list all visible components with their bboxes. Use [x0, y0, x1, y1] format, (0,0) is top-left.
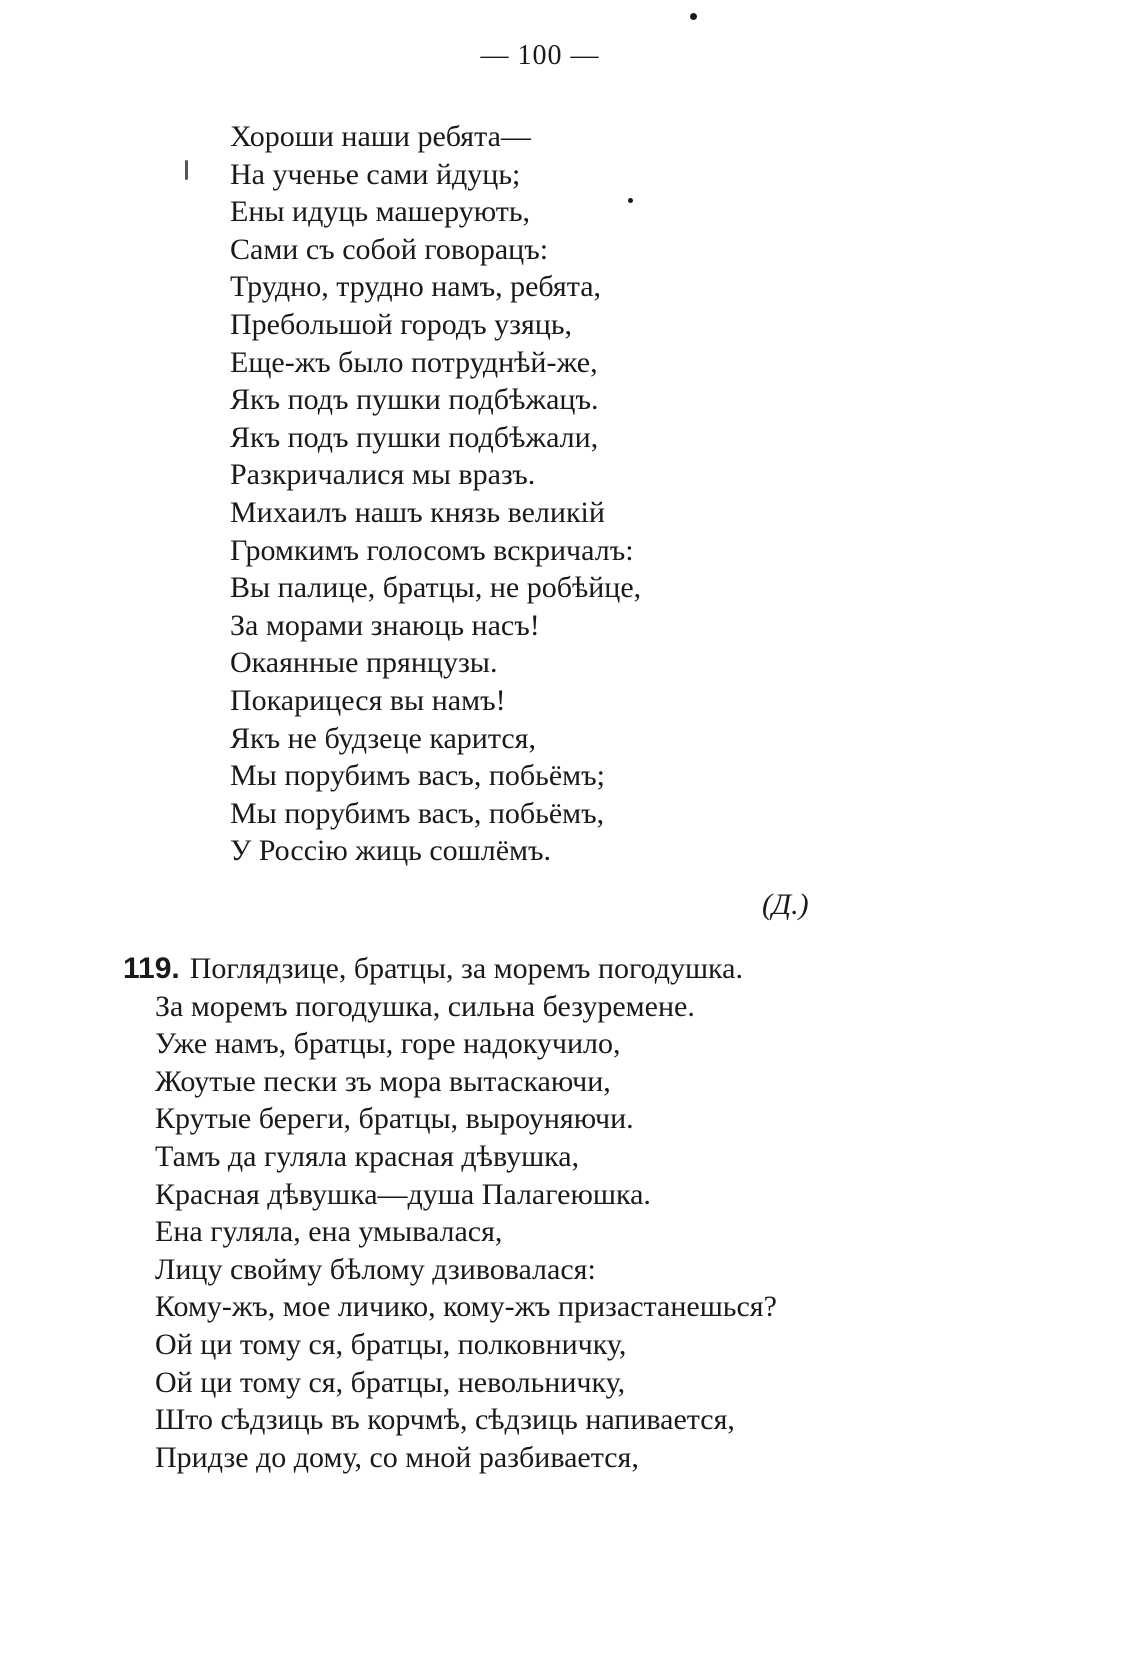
poem-line: Ой ци тому ся, братцы, невольничку,: [155, 1365, 626, 1399]
poem-line: Пребольшой городъ узяць,: [230, 307, 573, 341]
poem-line: Ены идуць машерують,: [230, 195, 531, 229]
poem-line: Михаилъ нашъ князь великiй: [230, 495, 605, 529]
poem-line: Жоутые пески зъ мора вытаскаючи,: [155, 1064, 611, 1098]
poem-line: Якъ не будзеце карится,: [230, 721, 536, 755]
poem-line: Уже намъ, братцы, горе надокучило,: [155, 1027, 621, 1061]
poem-line: Крутые береги, братцы, выроуняючи.: [155, 1102, 634, 1136]
poem-line: На ученье сами йдуць;: [230, 157, 521, 191]
poem-line: Што сѣдзиць въ корчмѣ, сѣдзиць напивается,: [155, 1403, 735, 1437]
poem-line: Покарицеся вы намъ!: [230, 683, 506, 717]
poem-line: Тамъ да гуляла красная дѣвушка,: [155, 1139, 580, 1173]
poem-line: Окаянные прянцузы.: [230, 646, 498, 680]
poem-line: Якъ подъ пушки подбѣжали,: [230, 420, 599, 454]
ink-speck: [690, 13, 697, 20]
poem-line: Ой ци тому ся, братцы, полковничку,: [155, 1327, 627, 1361]
poem-line: Якъ подъ пушки подбѣжацъ.: [230, 383, 599, 417]
page-number: — 100 —: [480, 40, 600, 71]
poem-line: У Россiю жиць сошлёмъ.: [230, 834, 552, 868]
poem-line: Разкричалися мы вразъ.: [230, 458, 536, 492]
poem-line: За морами знаюць насъ!: [230, 608, 540, 642]
poem-line: Ена гуляла, ена умывалася,: [155, 1215, 503, 1249]
poem-line: Громкимъ голосомъ вскричалъ:: [230, 533, 634, 567]
poem-line: Вы палице, братцы, не робѣйце,: [230, 571, 642, 605]
poem-line: Еще-жъ было потруднѣй-же,: [230, 345, 598, 379]
attribution: (Д.): [762, 888, 809, 921]
ink-speck: [185, 160, 188, 180]
poem-line: Лицу свойму бѣлому дзивовалася:: [155, 1252, 596, 1286]
poem-line: [123, 950, 777, 988]
poem-line: Мы порубимъ васъ, побьёмъ,: [230, 796, 605, 830]
poem-2: [123, 950, 777, 1476]
poem-line: Красная дѣвушка—душа Палагеюшка.: [155, 1177, 651, 1211]
poem-line: Придзе до дому, со мной разбивается,: [155, 1440, 639, 1474]
poem-line: Кому-жъ, мое личико, кому-жъ призастанешься?: [155, 1290, 777, 1324]
poem-line: Мы порубимъ васъ, побьёмъ;: [230, 759, 605, 793]
poem-line: Сами съ собой говорацъ:: [230, 232, 549, 266]
song-number: 119.: [123, 952, 180, 985]
poem-1: [230, 118, 641, 870]
poem-line: Хороши наши ребята—: [230, 120, 531, 153]
poem-line: За моремъ погодушка, сильна безуремене.: [155, 989, 695, 1023]
poem-line: Трудно, трудно намъ, ребята,: [230, 270, 602, 304]
poem-line-text: Поглядзице, братцы, за моремъ погодушка.: [189, 952, 743, 985]
